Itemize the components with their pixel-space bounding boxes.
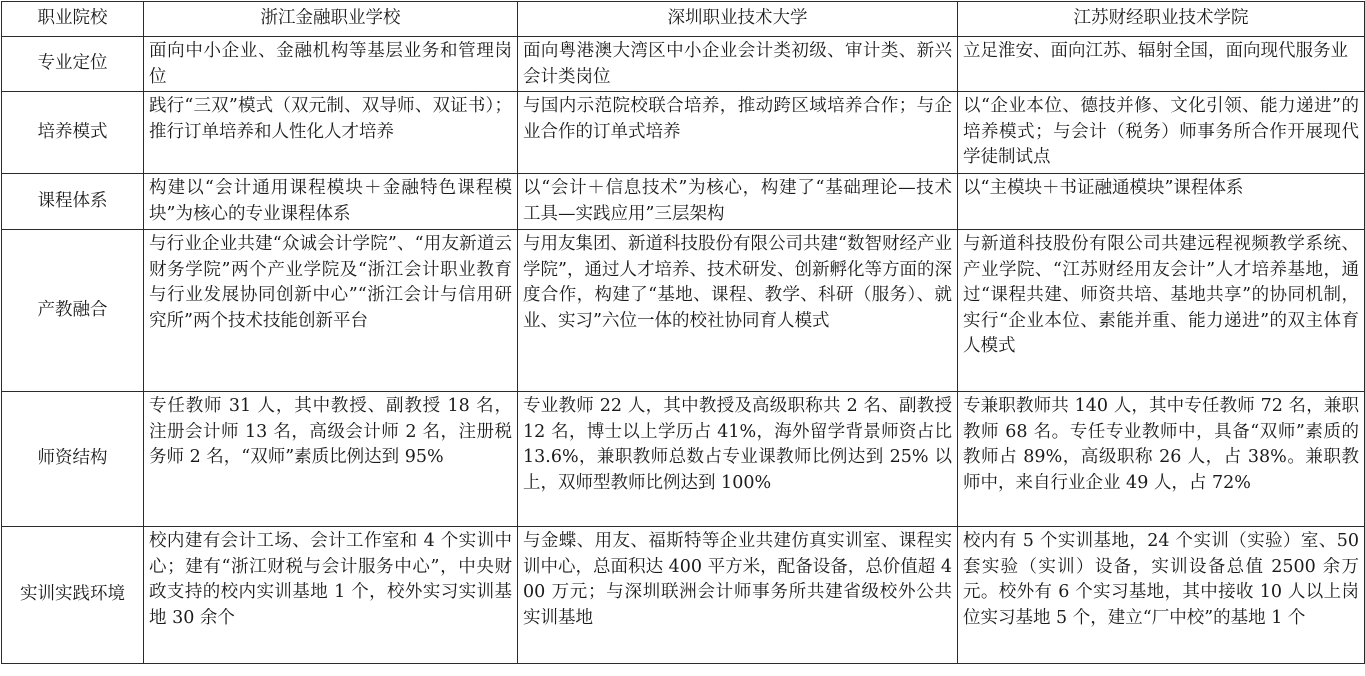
- table-cell: 与新道科技股份有限公司共建远程视频教学系统、产业学院、“江苏财经用友会计”人才培养基地，通过“课程共建、师资共培、基地共享”的协同机制，实行“企业本位、素能并重、能力递进”的双主体育人模式: [958, 230, 1365, 392]
- table-cell: 校内建有会计工场、会计工作室和 4 个实训中心；建有“浙江财税与会计服务中心”，中央财政支持的校内实训基地 1 个，校外实习实训基地 30 余个: [144, 527, 518, 664]
- table-cell: 践行“三双”模式（双元制、双导师、双证书）；推行订单培养和人性化人才培养: [144, 92, 518, 174]
- table-cell: 以“会计＋信息技术”为核心，构建了“基础理论—技术工具—实践应用”三层架构: [518, 174, 958, 230]
- header-row: [2, 2, 1365, 37]
- table-row: [2, 92, 1365, 174]
- table-cell: 专兼职教师共 140 人，其中专任教师 72 名，兼职教师 68 名。专任专业教师中，具备“双师”素质的教师占 89%，高级职称 26 人，占 38%。兼职教师中，来自行业企业 49 人，占 72%: [958, 392, 1365, 527]
- table-row: [2, 174, 1365, 230]
- header-shenzhen-polytechnic: 深圳职业技术大学: [518, 2, 958, 37]
- table-cell: 以“主模块＋书证融通模块”课程体系: [958, 174, 1365, 230]
- header-jiangsu-finance: 江苏财经职业技术学院: [958, 2, 1365, 37]
- comparison-table: [1, 1, 1365, 664]
- table-cell: 与用友集团、新道科技股份有限公司共建“数智财经产业学院”，通过人才培养、技术研发、创新孵化等方面的深度合作，构建了“基地、课程、教学、科研（服务）、就业、实习”六位一体的校社协同育人模式: [518, 230, 958, 392]
- row-label-training-mode: 培养模式: [2, 92, 144, 174]
- row-label-positioning: 专业定位: [2, 37, 144, 92]
- table-cell: 立足淮安、面向江苏、辐射全国，面向现代服务业: [958, 37, 1365, 92]
- table-row: [2, 392, 1365, 527]
- table-row: [2, 527, 1365, 664]
- table-cell: 校内有 5 个实训基地，24 个实训（实验）室、50 套实验（实训）设备，实训设备总值 2500 余万元。校外有 6 个实习基地，其中接收 10 人以上岗位实习基地 5 个，建立“厂中校”的基地 1 个: [958, 527, 1365, 664]
- table-row: [2, 230, 1365, 392]
- table-cell: 以“企业本位、德技并修、文化引领、能力递进”的培养模式；与会计（税务）师事务所合作开展现代学徒制试点: [958, 92, 1365, 174]
- row-label-curriculum: 课程体系: [2, 174, 144, 230]
- row-label-faculty: 师资结构: [2, 392, 144, 527]
- row-label-practice-environment: 实训实践环境: [2, 527, 144, 664]
- table-cell: 与国内示范院校联合培养，推动跨区域培养合作；与企业合作的订单式培养: [518, 92, 958, 174]
- table-cell: 与金蝶、用友、福斯特等企业共建仿真实训室、课程实训中心，总面积达 400 平方米，配备设备，总价值超 400 万元；与深圳联洲会计师事务所共建省级校外公共实训基地: [518, 527, 958, 664]
- table-cell: 专业教师 22 人，其中教授及高级职称共 2 名、副教授 12 名，博士以上学历占 41%，海外留学背景师资占比 13.6%，兼职教师总数占专业课教师比例达到 25% 以上，双师型教师比例达到 100%: [518, 392, 958, 527]
- table-cell: 面向粤港澳大湾区中小企业会计类初级、审计类、新兴会计类岗位: [518, 37, 958, 92]
- table-cell: 构建以“会计通用课程模块＋金融特色课程模块”为核心的专业课程体系: [144, 174, 518, 230]
- table-cell: 与行业企业共建“众诚会计学院”、“用友新道云财务学院”两个产业学院及“浙江会计职业教育与行业发展协同创新中心”“浙江会计与信用研究所”两个技术技能创新平台: [144, 230, 518, 392]
- row-label-industry-integration: 产教融合: [2, 230, 144, 392]
- header-school-type: 职业院校: [2, 2, 144, 37]
- table-row: [2, 37, 1365, 92]
- table-cell: 面向中小企业、金融机构等基层业务和管理岗位: [144, 37, 518, 92]
- table-cell: 专任教师 31 人，其中教授、副教授 18 名，注册会计师 13 名，高级会计师 2 名，注册税务师 2 名，“双师”素质比例达到 95%: [144, 392, 518, 527]
- header-zhejiang-finance: 浙江金融职业学校: [144, 2, 518, 37]
